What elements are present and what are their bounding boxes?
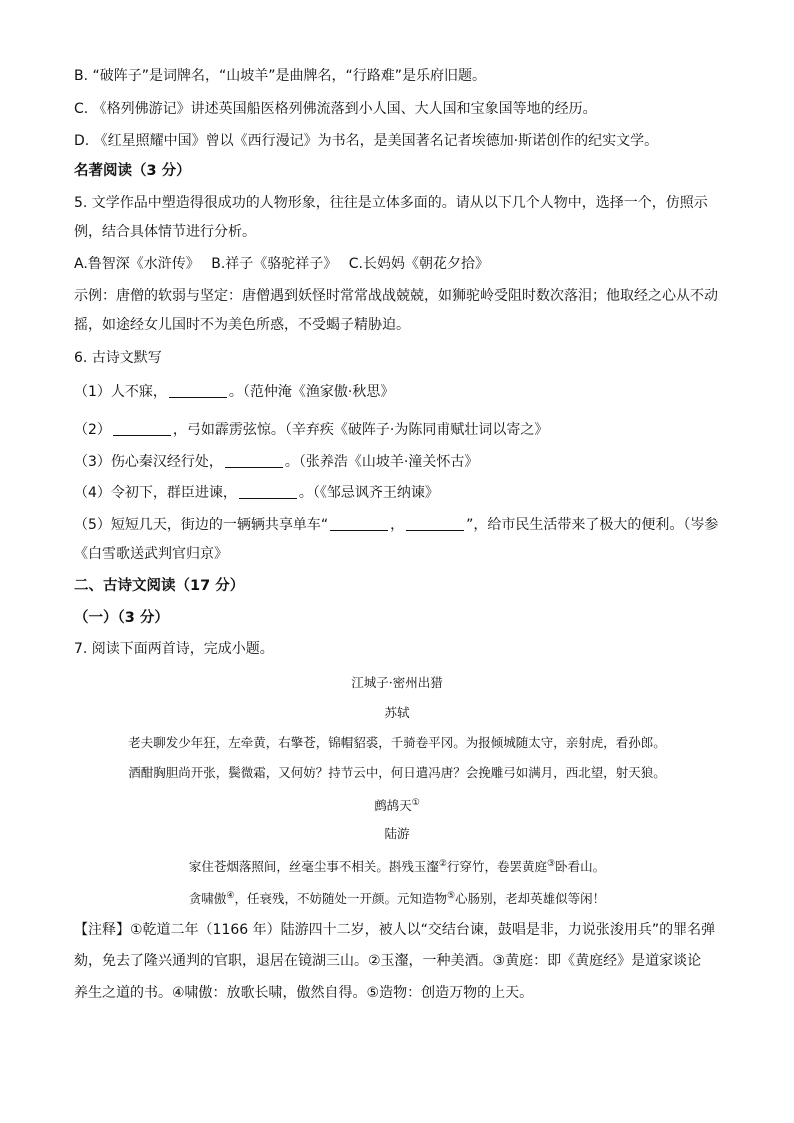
poem2-line1-part: 行穿竹，卷罢黄庭 bbox=[446, 859, 547, 875]
section-heading-2: 二、古诗文阅读（17 分） bbox=[74, 578, 245, 594]
note-marker: ③ bbox=[547, 859, 556, 869]
poem2-line2-part: 贪啸傲 bbox=[188, 891, 227, 907]
q6-item-1-post: 。（范仲淹《渔家傲·秋思》 bbox=[228, 384, 395, 400]
q5-choices: A.鲁智深《水浒传》 B.祥子《骆驼祥子》 C.长妈妈《朝花夕拾》 bbox=[74, 256, 489, 272]
q6-item-5-mid: ， bbox=[390, 517, 405, 533]
q6-item-1-pre: （1）人不寐， bbox=[74, 384, 167, 400]
q6-item-3-pre: （3）伤心秦汉经行处， bbox=[74, 454, 223, 470]
poem2-line2-part: ，任衰残，不妨随处一开颜。元知造物 bbox=[234, 891, 447, 907]
q5-example-line2: 摇，如途经女儿国时不为美色所惑，不受蝎子精胁迫。 bbox=[74, 317, 410, 333]
poem2-line2 bbox=[0, 887, 794, 908]
answer-blank bbox=[239, 485, 297, 499]
q6-item-4-pre: （4）令初下，群臣进谏， bbox=[74, 485, 237, 501]
q6-item-2-pre: （2） bbox=[74, 422, 111, 438]
option-b: B. “破阵子”是词牌名，“山坡羊”是曲牌名，“行路难”是乐府旧题。 bbox=[74, 68, 487, 84]
q6-item-5-post: ”，给市民生活带来了极大的便利。（岑参 bbox=[466, 517, 719, 533]
poem2-line2-part: 心肠别，老却英雄似等闲！ bbox=[455, 891, 606, 907]
q5-line2: 例，结合具体情节进行分析。 bbox=[74, 224, 256, 240]
option-c: C. 《格列佛游记》讲述英国船医格列佛流落到小人国、大人国和宝象国等地的经历。 bbox=[74, 101, 597, 117]
answer-blank bbox=[406, 517, 464, 531]
answer-blank bbox=[225, 454, 283, 468]
subsection-heading-1: （一）（3 分） bbox=[74, 610, 169, 626]
note-marker: ④ bbox=[226, 891, 235, 901]
q6-item-3 bbox=[74, 452, 478, 472]
q5-line1: 5. 文学作品中塑造得很成功的人物形象，往往是立体多面的。请从以下几个人物中，选择一个，仿照示 bbox=[74, 195, 708, 211]
notes-line3: 养生之道的书。④啸傲：放歌长啸，傲然自得。⑤造物：创造万物的上天。 bbox=[74, 985, 534, 1001]
q6-item-5 bbox=[74, 515, 718, 535]
poem2-title-text: 鹧鸪天 bbox=[374, 798, 412, 814]
poem2-line1 bbox=[0, 855, 794, 876]
q6-item-2-post: ，弓如霹雳弦惊。（辛弃疾《破阵子·为陈同甫赋壮词以寄之》 bbox=[172, 422, 549, 438]
note-marker: ② bbox=[438, 859, 447, 869]
q6-item-5-pre: （5）短短几天，街边的一辆辆共享单车“ bbox=[74, 517, 329, 533]
answer-blank bbox=[330, 517, 388, 531]
answer-blank bbox=[113, 422, 171, 436]
q6-item-2 bbox=[74, 420, 548, 440]
q6-item-4-post: 。（《邹忌讽齐王纳谏》 bbox=[298, 485, 439, 501]
q6-title: 6. 古诗文默写 bbox=[74, 350, 162, 366]
poem2-line1-part: 家住苍烟落照间，丝毫尘事不相关。斟残玉瀣 bbox=[188, 859, 439, 875]
q6-item-4 bbox=[74, 483, 439, 503]
poem2-title bbox=[0, 794, 794, 815]
section-heading-mingzhu: 名著阅读（3 分） bbox=[74, 163, 191, 179]
note-marker: ① bbox=[411, 798, 420, 808]
q6-item-5-line2: 《白雪歌送武判官归京》 bbox=[74, 546, 228, 562]
poem1-title: 江城子·密州出猎 bbox=[351, 675, 443, 690]
q6-item-1 bbox=[74, 382, 394, 402]
poem2-author: 陆游 bbox=[384, 826, 410, 841]
poem1-line1: 老夫聊发少年狂，左牵黄，右擎苍，锦帽貂裘，千骑卷平冈。为报倾城随太守，亲射虎，看孙郎。 bbox=[128, 735, 666, 750]
notes-line1: 【注释】①乾道二年（1166 年）陆游四十二岁，被人以“交结台谏，鼓唱是非，力说张浚用兵”的罪名弹 bbox=[74, 922, 716, 938]
q6-item-3-post: 。（张养浩《山坡羊·潼关怀古》 bbox=[284, 454, 479, 470]
poem1-line2: 酒酣胸胆尚开张，鬓微霜，又何妨？持节云中，何日遣冯唐？会挽雕弓如满月，西北望，射天狼。 bbox=[128, 765, 666, 780]
answer-blank bbox=[169, 384, 227, 398]
notes-line2: 劾，免去了隆兴通判的官职，退居在镜湖三山。②玉瀣，一种美酒。③黄庭：即《黄庭经》是道家谈论 bbox=[74, 953, 702, 969]
note-marker: ⑤ bbox=[447, 891, 456, 901]
option-d: D. 《红星照耀中国》曾以《西行漫记》为书名，是美国著名记者埃德加·斯诺创作的纪实文学。 bbox=[74, 133, 659, 149]
poem2-line1-part: 卧看山。 bbox=[555, 859, 606, 875]
q7-prompt: 7. 阅读下面两首诗，完成小题。 bbox=[74, 641, 274, 657]
q5-example-line1: 示例：唐僧的软弱与坚定：唐僧遇到妖怪时常常战战兢兢，如狮驼岭受阻时数次落泪；他取经之心从不动 bbox=[74, 288, 718, 304]
poem1-author: 苏轼 bbox=[384, 705, 410, 720]
